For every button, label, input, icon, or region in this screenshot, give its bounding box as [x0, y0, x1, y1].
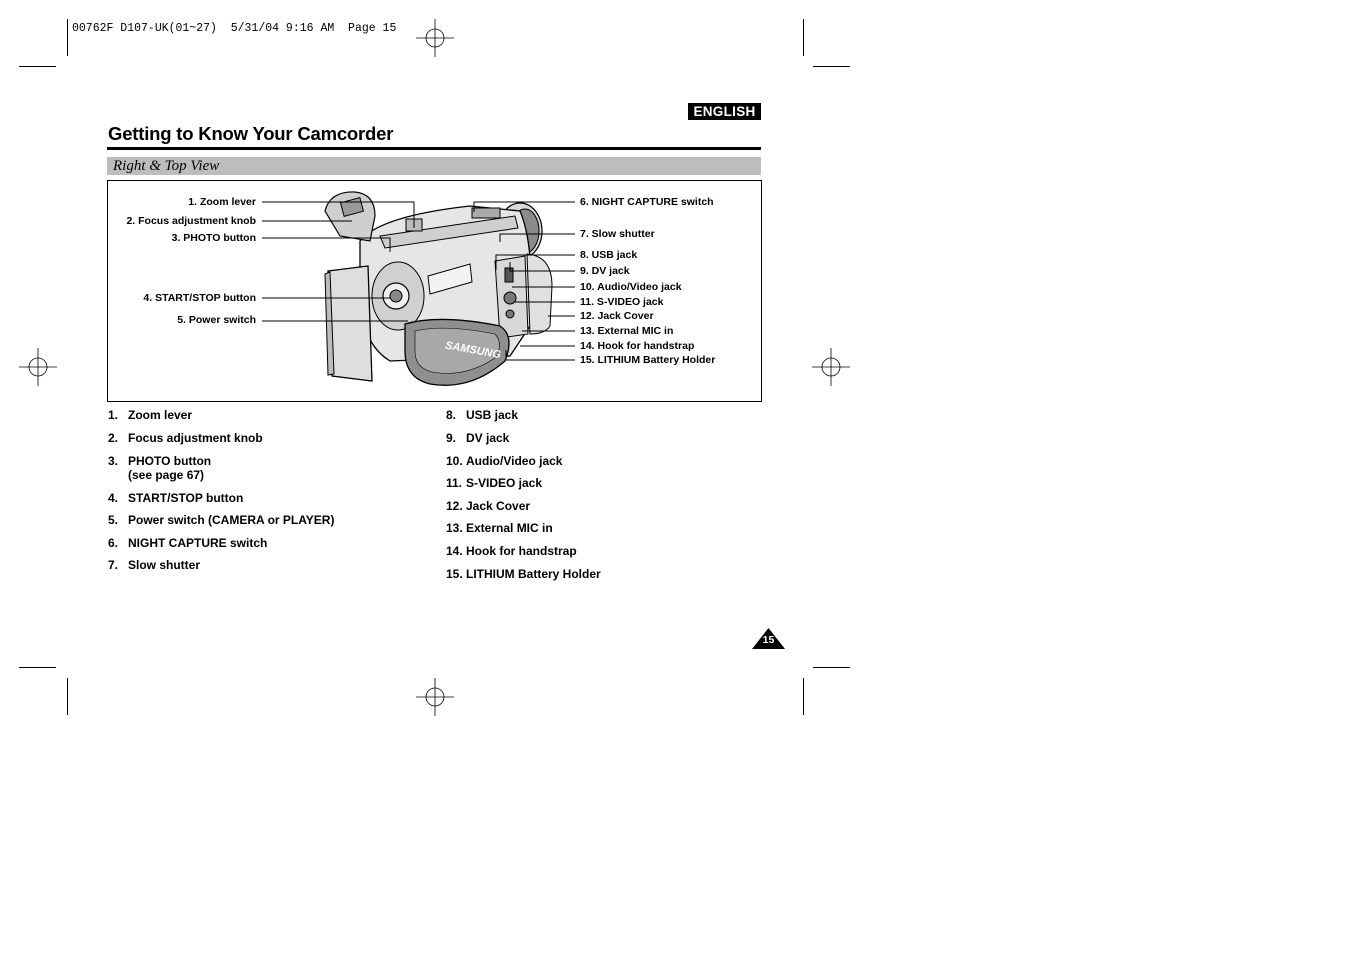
- list-item: 3. PHOTO button (see page 67): [108, 454, 212, 482]
- page-title: Getting to Know Your Camcorder: [108, 123, 394, 144]
- callout-focus-knob: 2. Focus adjustment knob: [126, 215, 256, 227]
- callout-s-video: 11. S-VIDEO jack: [580, 296, 664, 308]
- list-item: 15. LITHIUM Battery Holder: [446, 567, 601, 581]
- page-number: 15: [762, 634, 775, 646]
- callout-battery-holder: 15. LITHIUM Battery Holder: [580, 354, 716, 366]
- list-item: 13. External MIC in: [446, 521, 553, 535]
- callout-photo-button: 3. PHOTO button: [171, 232, 256, 244]
- list-item: 2. Focus adjustment knob: [108, 431, 263, 445]
- list-item: 1. Zoom lever: [108, 408, 193, 422]
- callout-jack-cover: 12. Jack Cover: [580, 310, 654, 322]
- list-item: 6. NIGHT CAPTURE switch: [108, 536, 268, 550]
- list-item: 4. START/STOP button: [108, 491, 244, 505]
- callout-av-jack: 10. Audio/Video jack: [580, 281, 682, 293]
- brand-logo: SAMSUNG: [444, 339, 502, 362]
- callout-external-mic: 13. External MIC in: [580, 325, 674, 337]
- callout-power-switch: 5. Power switch: [177, 314, 256, 326]
- section-title: Right & Top View: [113, 158, 220, 174]
- list-item: 10. Audio/Video jack: [446, 454, 563, 468]
- callout-night-capture: 6. NIGHT CAPTURE switch: [580, 196, 714, 208]
- callout-dv-jack: 9. DV jack: [580, 265, 630, 277]
- list-item: 12. Jack Cover: [446, 499, 531, 513]
- list-item: 7. Slow shutter: [108, 558, 201, 572]
- list-item: 11. S-VIDEO jack: [446, 476, 543, 490]
- callout-slow-shutter: 7. Slow shutter: [580, 228, 655, 240]
- callout-usb-jack: 8. USB jack: [580, 249, 638, 261]
- list-item: 8. USB jack: [446, 408, 519, 422]
- list-item: 14. Hook for handstrap: [446, 544, 577, 558]
- callout-start-stop: 4. START/STOP button: [143, 292, 256, 304]
- callout-zoom-lever: 1. Zoom lever: [188, 196, 256, 208]
- callout-handstrap-hook: 14. Hook for handstrap: [580, 340, 695, 352]
- list-item: 9. DV jack: [446, 431, 510, 445]
- language-badge: ENGLISH: [688, 103, 761, 120]
- print-header: 00762F D107-UK(01~27) 5/31/04 9:16 AM Page 15: [72, 22, 397, 35]
- list-item: 5. Power switch (CAMERA or PLAYER): [108, 513, 335, 527]
